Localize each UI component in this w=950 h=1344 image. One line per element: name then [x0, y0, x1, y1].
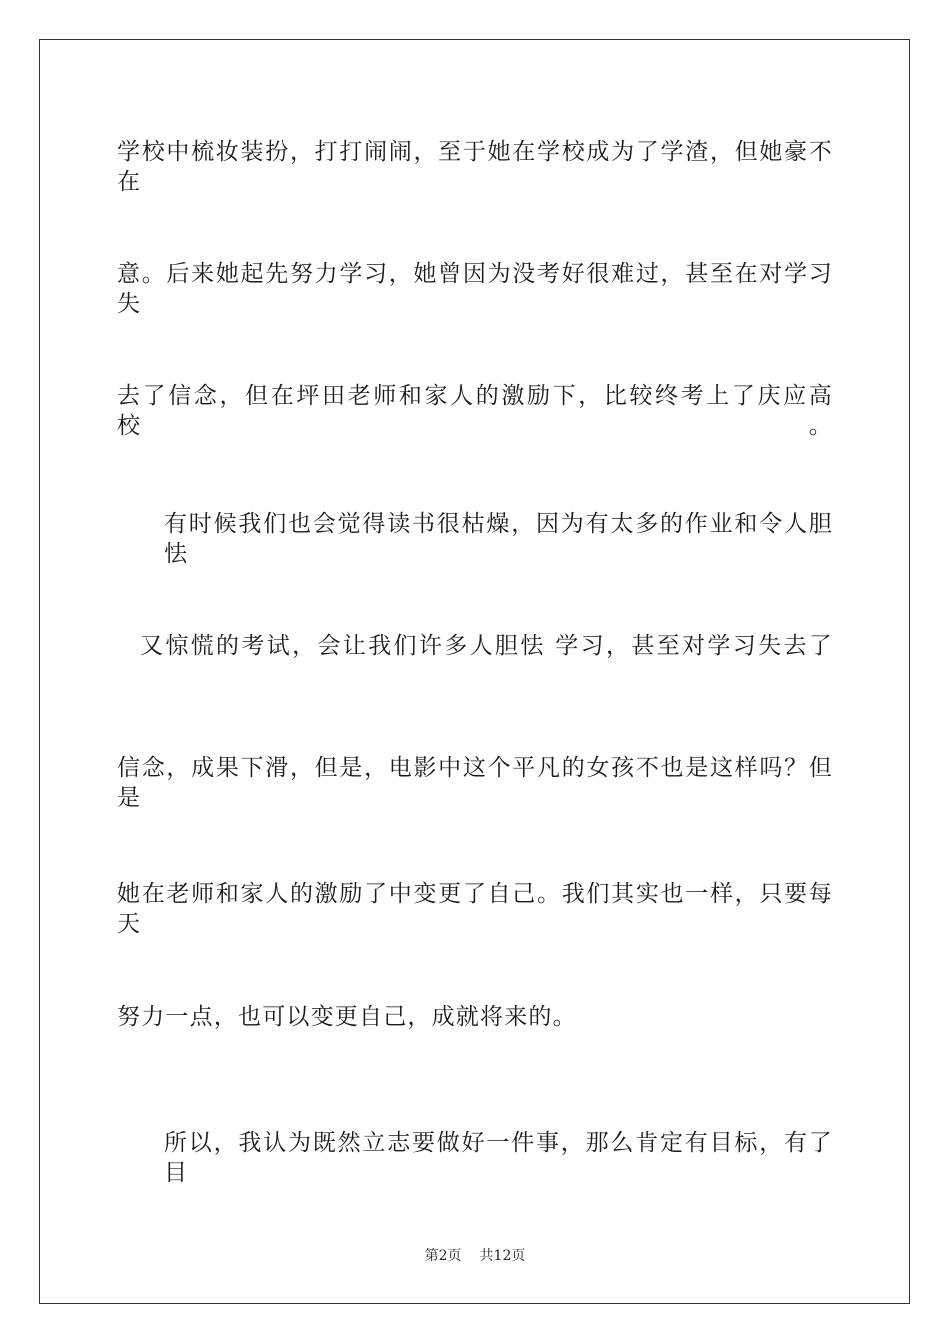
- paragraph-start-line: 有时候我们也会觉得读书很枯燥，因为有太多的作业和令人胆怯: [164, 511, 833, 567]
- body-text-line: 又惊慌的考试，会让我们许多人胆怯 学习，甚至对学习失去了: [140, 633, 833, 659]
- total-pages: 共12页: [479, 1248, 526, 1264]
- page-footer: [0, 1246, 950, 1266]
- body-text-line: 信念，成果下滑，但是，电影中这个平凡的女孩不也是这样吗？但是: [117, 755, 833, 811]
- body-text-line: 努力一点，也可以变更自己，成就将来的。: [117, 1004, 577, 1030]
- body-text-line: 她在老师和家人的激励了中变更了自己。我们其实也一样，只要每天: [117, 881, 833, 937]
- page-number: 第2页: [424, 1248, 462, 1264]
- body-text-line: 学校中梳妆装扮，打打闹闹，至于她在学校成为了学渣，但她豪不在: [117, 139, 833, 195]
- paragraph-start-line: 所以，我认为既然立志要做好一件事，那么肯定有目标，有了目: [164, 1130, 833, 1186]
- page-border: [39, 39, 910, 1304]
- body-text-line: 意。后来她起先努力学习，她曾因为没考好很难过，甚至在对学习失: [117, 261, 833, 317]
- body-text-line: 去了信念，但在坪田老师和家人的激励下，比较终考上了庆应高校。: [117, 383, 833, 439]
